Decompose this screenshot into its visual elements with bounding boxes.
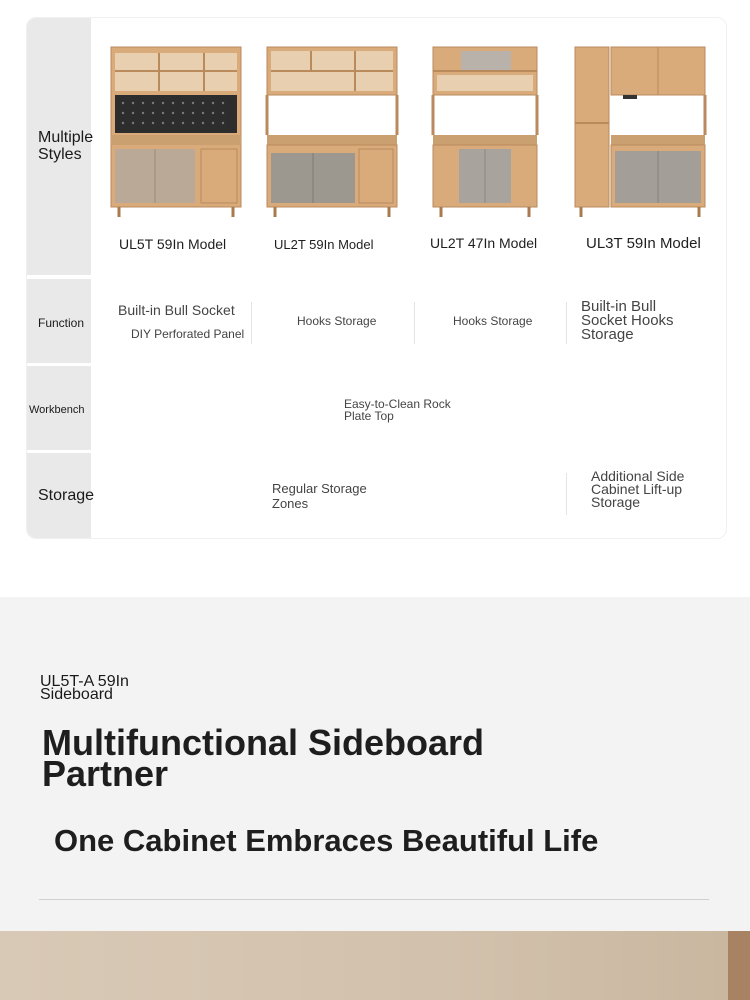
function-ul3t: Built-in Bull Socket Hooks Storage: [581, 298, 674, 343]
storage-additional: Additional Side Cabinet Lift-up Storage: [591, 468, 685, 510]
storage-regular: Regular Storage Zones: [272, 481, 367, 511]
ul2t-59-cabinet-image: [265, 45, 399, 218]
ul2t-47-cabinet-image: [431, 45, 539, 218]
ul5t-cabinet-drawing: [109, 45, 243, 218]
function-ul2t-59: Hooks Storage: [297, 314, 377, 328]
storage-divider: [566, 473, 567, 515]
model-name-ul5t: UL5T 59In Model: [119, 236, 227, 252]
function-ul2t-47: Hooks Storage: [453, 314, 533, 328]
headline: Multifunctional Sideboard Partner: [42, 722, 484, 794]
ul3t-cabinet-image: [573, 45, 707, 218]
subheadline: One Cabinet Embraces Beautiful Life: [54, 823, 599, 858]
row-label-storage: Storage: [27, 453, 91, 538]
model-tag: UL5T-A 59In Sideboard: [40, 673, 129, 703]
ul5t-cabinet-image: [109, 45, 243, 218]
function-divider: [566, 302, 567, 344]
workbench-description: Easy-to-Clean Rock Plate Top: [344, 397, 451, 423]
row-label-workbench: Workbench: [27, 366, 91, 450]
function-ul5t-panel: DIY Perforated Panel: [131, 327, 245, 341]
row-label-function: Function: [27, 279, 91, 363]
ul2t-59-cabinet-drawing: [265, 45, 399, 218]
row-label-styles: Multiple Styles: [27, 18, 91, 275]
ul2t-47-cabinet-drawing: [431, 45, 539, 218]
room-photo: [0, 931, 750, 1000]
model-name-ul3t: UL3T 59In Model: [586, 235, 701, 252]
section-divider: [39, 899, 709, 900]
model-name-ul2t-47: UL2T 47In Model: [430, 235, 538, 251]
curtain-edge: [728, 931, 750, 1000]
function-divider: [251, 302, 252, 344]
function-divider: [414, 302, 415, 344]
promo-section: [0, 597, 750, 931]
function-ul5t-socket: Built-in Bull Socket: [118, 302, 235, 318]
model-name-ul2t-59: UL2T 59In Model: [274, 237, 374, 252]
ul3t-cabinet-drawing: [573, 45, 707, 218]
comparison-table: [26, 17, 727, 539]
